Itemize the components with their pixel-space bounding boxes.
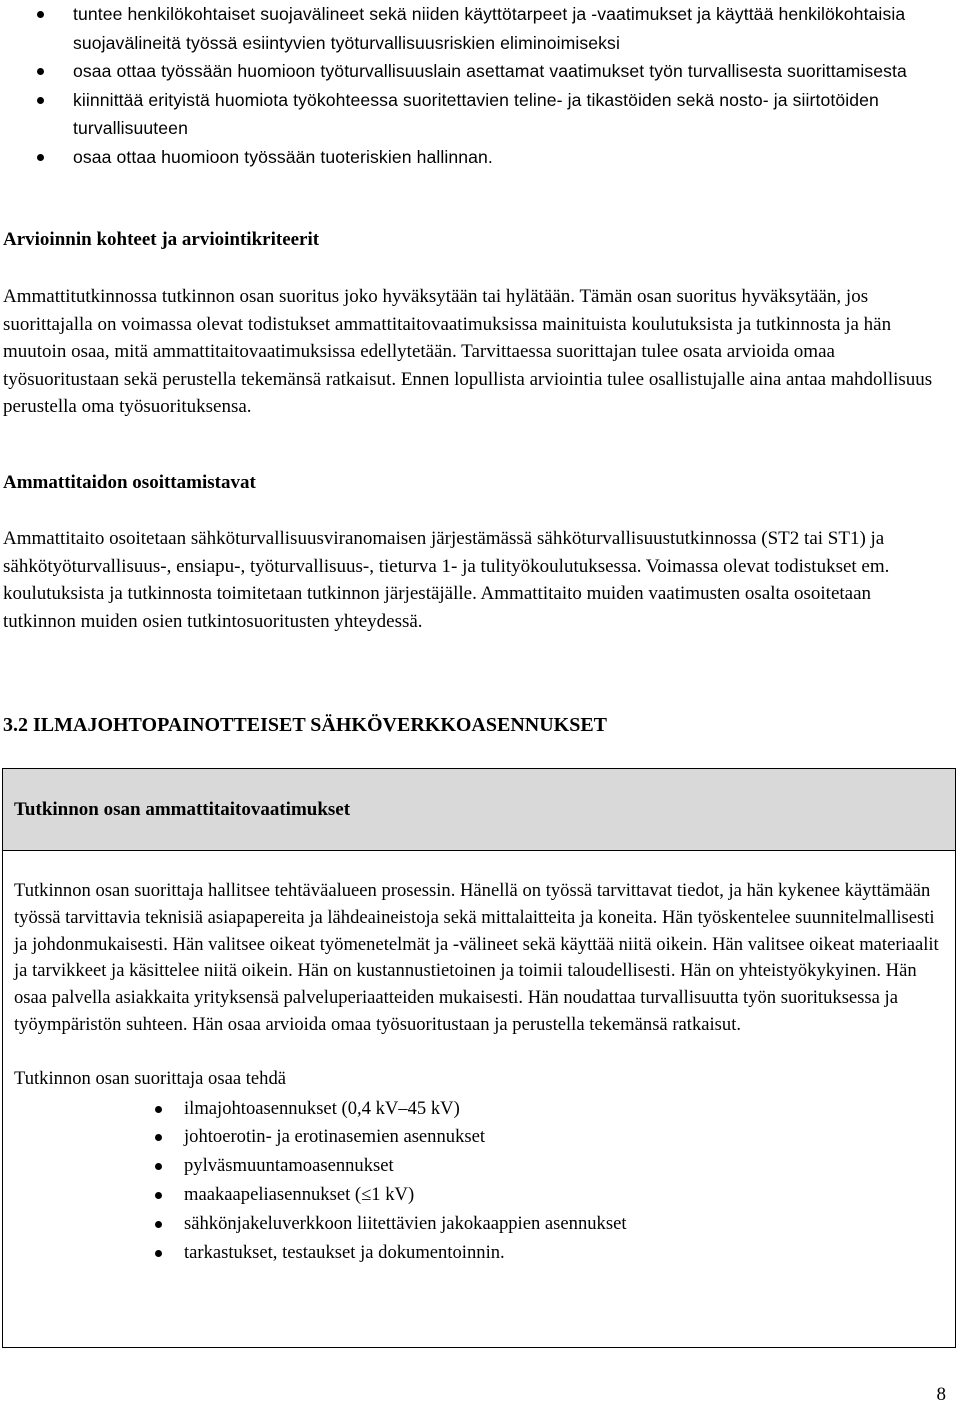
requirements-paragraph: Tutkinnon osan suorittaja hallitsee tehtäväalueen prosessin. Hänellä on työssä tarvittavat tiedot, ja hän kykenee käyttämään työssä tarvittavia teknisiä asiapapereita ja lähdeaineistoja sekä mittalaitteita ja koneita. Hän työskentelee suunnitelmallisesti ja johdonmukaisesti. Hän valitsee oikeat työmenetelmät ja -välineet sekä käyttää niitä oikein. Hän valitsee oikeat materiaalit ja tarvikkeet ja käsittelee niitä oikein. Hän on kustannustietoinen ja toimii taloudellisesti. Hän on yhteistyökykyinen. Hän osaa palvella asiakkaita yrityksensä palveluperiaatteiden mukaisesti. Hän noudattaa turvallisuutta työn suorituksessa ja työympäristön suhteen. Hän osaa arvioida omaa työsuoritustaan ja perustella tekemänsä ratkaisut. bbox=[14, 880, 939, 1035]
demonstration-heading: Ammattitaidon osoittamistavat bbox=[3, 472, 256, 493]
list-item: sähkönjakeluverkkoon liitettävien jakokaappien asennukset bbox=[14, 1210, 945, 1239]
page-number: 8 bbox=[936, 1384, 946, 1405]
task-list bbox=[14, 1095, 945, 1268]
requirements-box-body bbox=[3, 851, 955, 1267]
competence-bullet-list bbox=[0, 0, 940, 171]
requirements-box-header: Tutkinnon osan ammattitaitovaatimukset bbox=[3, 769, 955, 851]
bullet-item: kiinnittää erityistä huomiota työkohteessa suoritettavien teline- ja tikastöiden sekä nosto- ja siirtotöiden turvallisuuteen bbox=[0, 86, 940, 143]
list-intro: Tutkinnon osan suorittaja osaa tehdä bbox=[14, 1067, 286, 1089]
bullet-item: tuntee henkilökohtaiset suojavälineet sekä niiden käyttötarpeet ja -vaatimukset ja käyttää henkilökohtaisia suojavälineitä työssä esiintyvien työturvallisuusriskien eliminoimiseksi bbox=[0, 0, 940, 57]
list-item: ilmajohtoasennukset (0,4 kV–45 kV) bbox=[14, 1095, 945, 1124]
list-item: johtoerotin- ja erotinasemien asennukset bbox=[14, 1123, 945, 1152]
requirements-box bbox=[2, 768, 956, 1348]
assessment-heading: Arvioinnin kohteet ja arviointikriteerit bbox=[3, 229, 320, 250]
list-item: tarkastukset, testaukset ja dokumentoinnin. bbox=[14, 1239, 945, 1268]
section-title: 3.2 ILMAJOHTOPAINOTTEISET SÄHKÖVERKKOASENNUKSET bbox=[3, 714, 608, 736]
assessment-paragraph: Ammattitutkinnossa tutkinnon osan suoritus joko hyväksytään tai hylätään. Tämän osan suoritus hyväksytään, jos suorittajalla on voimassa olevat todistukset ammattitaitovaatimuksissa mainituista koulutuksista ja tutkinnosta ja hän muutoin osaa, mitä ammattitaitovaatimuksissa edellytetään. Tarvittaessa suorittajan tulee osata arvioida omaa työsuoritustaan sekä perustella tekemänsä ratkaisut. Ennen lopullista arviointia tulee osallistujalle aina antaa mahdollisuus perustella oma työsuorituksensa. bbox=[3, 286, 933, 418]
list-item: pylväsmuuntamoasennukset bbox=[14, 1152, 945, 1181]
bullet-item: osaa ottaa työssään huomioon työturvallisuuslain asettamat vaatimukset työn turvallisesta suorittamisesta bbox=[0, 57, 940, 86]
list-item: maakaapeliasennukset (≤1 kV) bbox=[14, 1181, 945, 1210]
bullet-item: osaa ottaa huomioon työssään tuoteriskien hallinnan. bbox=[0, 143, 940, 172]
demonstration-paragraph: Ammattitaito osoitetaan sähköturvallisuusviranomaisen järjestämässä sähköturvallisuustutkinnossa (ST2 tai ST1) ja sähkötyöturvallisuus-, ensiapu-, työturvallisuus-, tieturva 1- ja tulityökoulutuksessa. Voimassa olevat todistukset em. koulutuksista ja tutkinnosta toimitetaan tutkinnon järjestäjälle. Ammattitaito muiden vaatimusten osalta osoitetaan tutkinnon muiden osien tutkintosuoritusten yhteydessä. bbox=[3, 528, 890, 632]
